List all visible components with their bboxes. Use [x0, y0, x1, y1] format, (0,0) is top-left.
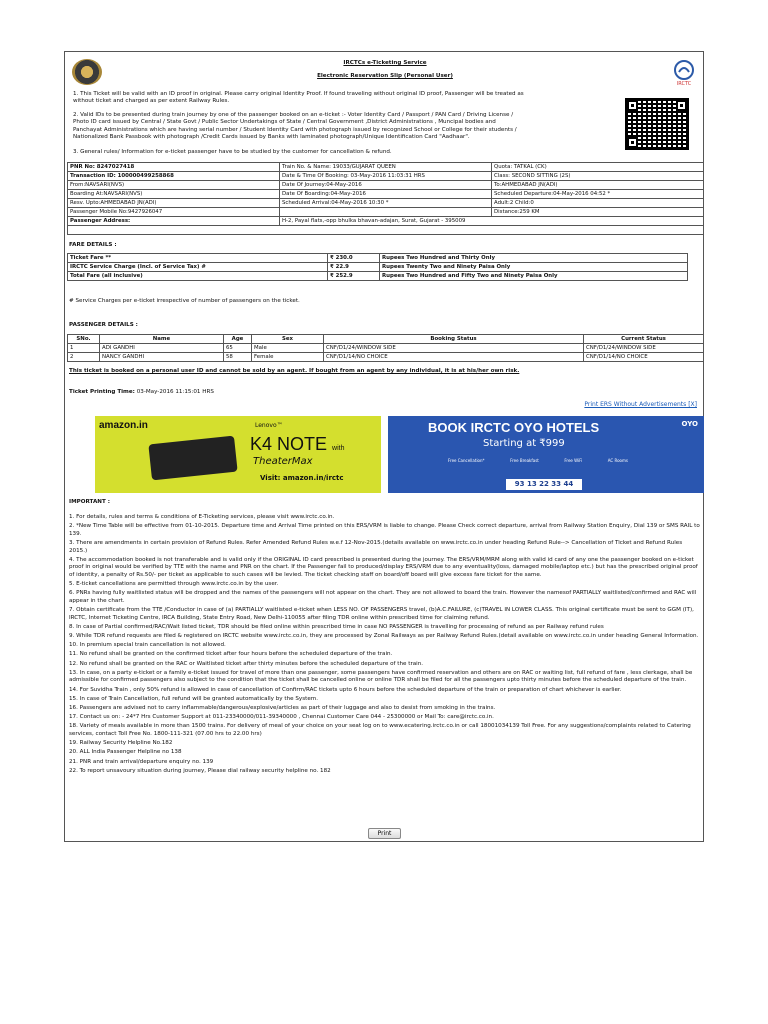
important-item: 22. To report unsavoury situation during journey, Please dial railway security helpline no. 182 — [69, 767, 331, 774]
passenger-cell: Female — [252, 353, 324, 362]
important-item: 7. Obtain certificate from the TTE /Conductor in case of (a) PARTIALLY waitlisted e-ticket when LESS NO. OF PASSENGERS travel, (b)A.C.FAILURE, (c)TRAVEL IN LOWER CLASS. This original certificate must be sent to GGM (IT), IRCTC, Internet Ticketing Centre, IRCA Building, State Entry Road, New Delhi-110055 after filing TDR online within prescribed time for claiming refund. — [69, 607, 694, 621]
passenger-cell: CNF/D1/14/NO CHOICE — [324, 353, 584, 362]
printing-time: Ticket Printing Time: 03-May-2016 11:15:01 HRS — [69, 389, 214, 395]
passenger-column-header: Sex — [252, 335, 324, 344]
journey-cell: Passenger Mobile No:9427926047 — [68, 208, 280, 217]
fare-row — [68, 272, 688, 281]
note-2: 2. Valid IDs to be presented during train journey by one of the passenger booked on an e-ticket :- Voter Identity Card / Passport / PAN Card / Driving License / Photo ID card issued by Central / State Govt / Public Sector Undertakings of State / Central Government ,District Administrations , Muncipal bodies and Panchayat Administrations which are having serial number / Student Identity Card with photograph issued by recognized School or College for their students / Nationalized Bank Passbook with photograph /Credit Cards issued by Banks with laminated photograph/Unique Identification Card "Aadhaar". — [73, 112, 517, 141]
important-item: 12. No refund shall be granted on the RAC or Waitlisted ticket after thirty minutes before the scheduled departure of the train. — [69, 660, 424, 667]
address-label: Passenger Address: — [68, 217, 280, 226]
phone-image — [148, 436, 237, 481]
agent-note: This ticket is booked on a personal user ID and cannot be sold by an agent. If bought from an agent by any individual, it is at his/her own risk. — [69, 368, 520, 374]
passenger-cell: CNF/D1/24/WINDOW SIDE — [584, 344, 704, 353]
journey-row — [68, 199, 704, 208]
fare-amount: ₹ 252.9 — [328, 272, 380, 281]
important-item: 6. PNRs having fully waitlisted status will be dropped and the names of the passengers will not appear on the chart. They are not allowed to board the train. However the namesof PARTIALLY waitlisted/confirmed and RAC will appear in the chart. — [69, 590, 697, 604]
important-item: 20. ALL India Passenger Helpline no 138 — [69, 749, 182, 756]
fare-row — [68, 263, 688, 272]
e-ticket-sheet — [64, 51, 704, 842]
fare-label: Ticket Fare ** — [68, 254, 328, 263]
important-item: 15. In case of Train Cancellation, full refund will be granted automatically by the System. — [69, 695, 318, 702]
blank-row — [68, 226, 704, 235]
amazon-logo: amazon.in — [99, 420, 148, 431]
journey-row — [68, 208, 704, 217]
journey-cell: Train No. & Name: 19033/GUJARAT QUEEN — [280, 163, 492, 172]
passenger-cell: 58 — [224, 353, 252, 362]
service-charge-footnote: # Service Charges per e-ticket irrespective of number of passengers on the ticket. — [69, 298, 300, 304]
oyo-price: Starting at ₹999 — [483, 438, 565, 449]
fare-table — [67, 253, 688, 281]
fare-label: Total Fare (all inclusive) — [68, 272, 328, 281]
passenger-cell: CNF/D1/24/WINDOW SIDE — [324, 344, 584, 353]
fare-words: Rupees Twenty Two and Ninety Paisa Only — [380, 263, 688, 272]
passenger-table — [67, 334, 704, 362]
oyo-ad-title: BOOK IRCTC OYO HOTELS — [428, 420, 600, 435]
journey-details-table — [67, 162, 704, 235]
important-item: 18. Variety of meals available in more than 1500 trains. For delivery of meal of your choice on your seat log on to www.ecatering.irctc.co.in or call 18001034139 Toll Free. For any suggestions/complaints related to Catering services, contact Toll Free No. 1800-111-321 (07.00 hrs to 22.00 hrs) — [69, 723, 691, 737]
journey-cell: Class: SECOND SITTING (2S) — [492, 172, 704, 181]
journey-cell: Date & Time Of Booking: 03-May-2016 11:03:31 HRS — [280, 172, 492, 181]
important-item: 16. Passengers are advised not to carry inflammable/dangerous/explosive/articles as part of their luggage and also to desist from smoking in the trains. — [69, 704, 496, 711]
important-item: 3. There are amendments in certain provision of Refund Rules. Refer Amended Refund Rules w.e.f 12-Nov-2015.(details available on www.irctc.co.in under heading Refund Rule--> Cancellation of Ticket and Refund Rules 2015.) — [69, 539, 683, 554]
print-button[interactable]: Print — [368, 828, 401, 839]
note-1: 1. This Ticket will be valid with an ID proof in original. Please carry original Identity Proof. If found traveling without original ID proof, Passenger will be treated as without ticket and charged as per extent Railway Rules. — [73, 91, 524, 105]
note-3: 3. General rules/ Information for e-ticket passenger have to be studied by the customer for cancellation & refund. — [73, 149, 392, 155]
oyo-phone: 93 13 22 33 44 — [506, 479, 582, 490]
fare-words: Rupees Two Hundred and Thirty Only — [380, 254, 688, 263]
theatermax-label: TheaterMax — [253, 456, 313, 467]
important-item: 19. Railway Security Helpline No.182 — [69, 740, 173, 747]
important-heading: IMPORTANT : — [69, 499, 110, 505]
important-item: 11. No refund shall be granted on the confirmed ticket after four hours before the scheduled departure of the train. — [69, 651, 393, 658]
passenger-cell: 2 — [68, 353, 100, 362]
journey-cell: To:AHMEDABAD JN(ADI) — [492, 181, 704, 190]
important-item: 2. *New Time Table will be effective from 01-10-2015. Departure time and Arrival Time printed on this ERS/VRM is liable to change. Please Check correct departure, arrival from Railway Station Enquiry, Dial 139 or SMS RAIL to 139. — [69, 523, 700, 537]
passenger-cell: Male — [252, 344, 324, 353]
passenger-heading: PASSENGER DETAILS : — [69, 322, 138, 328]
address-value: H-2, Payal flats,-opp bhulka bhavan-adajan, Surat, Gujarat - 395009 — [280, 217, 704, 226]
amazon-cta: Visit: amazon.in/irctc — [260, 474, 344, 482]
journey-row — [68, 190, 704, 199]
oyo-features — [448, 458, 628, 463]
fare-amount: ₹ 22.9 — [328, 263, 380, 272]
journey-row — [68, 181, 704, 190]
journey-row — [68, 172, 704, 181]
important-item: 8. In case of Partial confirmed/RAC/Wait listed ticket, TDR should be filed online within prescribed time in case NO PASSENGER is travelling for processing of refund as per Railway refund rules — [69, 623, 604, 630]
journey-cell: Date Of Boarding:04-May-2016 — [280, 190, 492, 199]
important-item: 13. In case, on a party e-ticket or a family e-ticket issued for travel of more than one passenger, some passengers have confirmed reservation and others are on RAC or waiting list, full refund of fare , less clerkage, shall be admissible for confirmed passengers also subject to the condition that the ticket shall be cancelled online or online TDR shall be filed for all the passengers upto thirty minutes before the scheduled departure of the train. — [69, 669, 693, 684]
journey-cell: Transaction ID: 100000499258868 — [68, 172, 280, 181]
lenovo-label: Lenovo™ — [255, 422, 283, 429]
blank-cell — [68, 226, 704, 235]
ac-rooms-feature: AC Rooms — [607, 458, 628, 463]
irctc-oyo-ad[interactable] — [388, 416, 704, 493]
journey-cell: Scheduled Arrival:04-May-2016 10:30 * — [280, 199, 492, 208]
passenger-cell: 65 — [224, 344, 252, 353]
journey-cell: From:NAVSARI(NVS) — [68, 181, 280, 190]
passenger-column-header: Booking Status — [324, 335, 584, 344]
fare-label: IRCTC Service Charge (Incl. of Service Tax) # — [68, 263, 328, 272]
journey-cell: Adult:2 Child:0 — [492, 199, 704, 208]
passenger-row — [68, 344, 704, 353]
passenger-cell: CNF/D1/14/NO CHOICE — [584, 353, 704, 362]
print-without-ads-link[interactable]: Print ERS Without Advertisements [X] — [584, 401, 697, 408]
passenger-column-header: Current Status — [584, 335, 704, 344]
irctc-logo-text: IRCTC — [676, 81, 692, 86]
passenger-column-header: Name — [100, 335, 224, 344]
important-item: 14. For Suvidha Train , only 50% refund is allowed in case of cancellation of Confirm/RAC tickets upto 6 hours before the scheduled departure of the train or preparation of chart whichever is earlier. — [69, 686, 622, 693]
oyo-brand: OYO — [681, 420, 698, 428]
k4-note-label: K4 NOTE with — [250, 434, 345, 454]
fare-words: Rupees Two Hundred and Fifty Two and Ninety Paisa Only — [380, 272, 688, 281]
important-item: 21. PNR and train arrival/departure enquiry no. 139 — [69, 758, 214, 765]
page-title: IRCTCs e-Ticketing Service — [343, 60, 427, 66]
journey-cell: Quota: TATKAL (CK) — [492, 163, 704, 172]
passenger-cell: 1 — [68, 344, 100, 353]
journey-cell: Resv. Upto:AHMEDABAD JN(ADI) — [68, 199, 280, 208]
journey-cell — [280, 208, 492, 217]
qr-code — [625, 98, 689, 150]
important-list — [69, 514, 701, 777]
passenger-cell: ADI GANDHI — [100, 344, 224, 353]
irctc-logo — [670, 58, 698, 86]
free-wifi-feature: Free WiFi — [564, 458, 583, 463]
passenger-column-header: Age — [224, 335, 252, 344]
important-item: 4. The accommodation booked is not transferable and is valid only if the ORIGINAL ID card prescribed is presented during the journey. The ERS/VRM/MRM along with valid id card of any one the passenger booked on e-ticket proof in original would be verified by TTE with the name and PNR on the chart. If the Passenger fail to produced/display ERS/VRM due to any eventuality(loss, damaged mobile/laptop etc.) but has the prescribed original proof of identity, a penalty of Rs.50/- per ticket as applicable to such cases will be levied. The ticket checking staff on board/off board will give excess fare ticket for the same. — [69, 556, 698, 578]
journey-row — [68, 163, 704, 172]
journey-cell: Date Of Journey:04-May-2016 — [280, 181, 492, 190]
page-subtitle: Electronic Reservation Slip (Personal User) — [317, 73, 453, 79]
amazon-lenovo-ad[interactable] — [95, 416, 381, 493]
free-breakfast-feature: Free Breakfast — [510, 458, 539, 463]
passenger-column-header: SNo. — [68, 335, 100, 344]
important-item: 10. In premium special train cancellation is not allowed. — [69, 642, 226, 649]
passenger-row — [68, 353, 704, 362]
address-row — [68, 217, 704, 226]
fare-heading: FARE DETAILS : — [69, 242, 117, 248]
important-item: 17. Contact us on: - 24*7 Hrs Customer Support at 011-23340000/011-39340000 , Chennai Customer Care 044 - 25300000 or Mail To: care@irctc.co.in. — [69, 714, 494, 721]
free-cancellation-feature: Free Cancellation* — [448, 458, 485, 463]
important-item: 9. While TDR refund requests are filed & registered on IRCTC website www.irctc.co.in, they are processed by Zonal Railways as per Railway Refund Rules.(detail available on www.irctc.co.in under heading General Information. — [69, 633, 699, 640]
journey-cell: Scheduled Departure:04-May-2016 04:52 * — [492, 190, 704, 199]
journey-cell: PNR No: 8247027418 — [68, 163, 280, 172]
fare-row — [68, 254, 688, 263]
important-item: 1. For details, rules and terms & conditions of E-Ticketing services, please visit www.irctc.co.in. — [69, 514, 335, 520]
journey-cell: Distance:259 KM — [492, 208, 704, 217]
passenger-cell: NANCY GANDHI — [100, 353, 224, 362]
important-item: 5. E-ticket cancellations are permitted through www.irctc.co.in by the user. — [69, 581, 279, 588]
journey-cell: Boarding At:NAVSARI(NVS) — [68, 190, 280, 199]
fare-amount: ₹ 230.0 — [328, 254, 380, 263]
